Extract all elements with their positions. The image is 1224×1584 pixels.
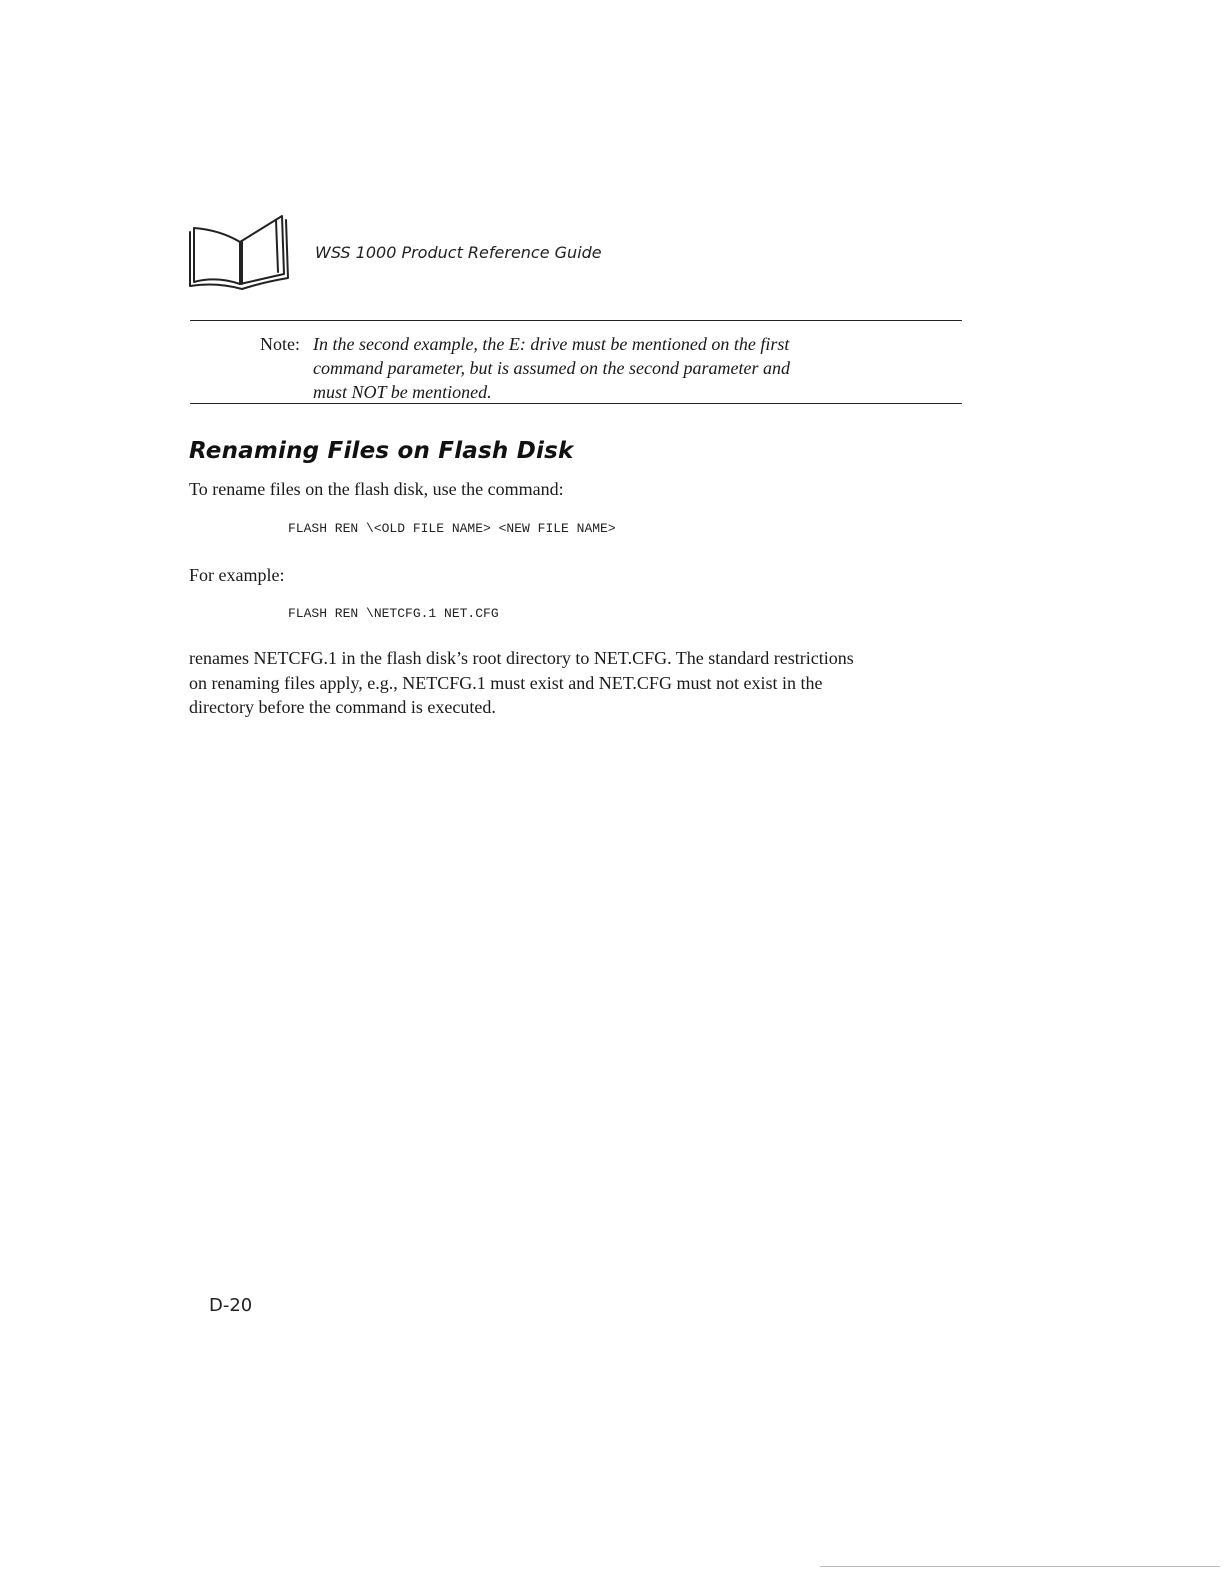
paragraph-line: renames NETCFG.1 in the flash disk’s root directory to NET.CFG. The standard restrictions [189, 648, 854, 668]
note-line: must NOT be mentioned. [313, 382, 492, 402]
page-number: D-20 [209, 1295, 253, 1316]
command-syntax: FLASH REN \<OLD FILE NAME> <NEW FILE NAME> [288, 521, 616, 536]
note-line: In the second example, the E: drive must be mentioned on the first [313, 334, 790, 354]
paragraph-line: on renaming files apply, e.g., NETCFG.1 must exist and NET.CFG must not exist in the [189, 672, 823, 693]
intro-text: To rename files on the flash disk, use the command: [189, 479, 564, 499]
note-label: Note: [260, 334, 300, 354]
explanation-paragraph [189, 646, 969, 720]
note-text [313, 332, 913, 404]
scan-edge-line [820, 1566, 1220, 1567]
note-bottom-rule [190, 403, 962, 404]
section-heading: Renaming Files on Flash Disk [189, 438, 574, 464]
paragraph-line: directory before the command is executed. [189, 697, 496, 717]
running-header-title: WSS 1000 Product Reference Guide [315, 243, 602, 262]
example-command: FLASH REN \NETCFG.1 NET.CFG [288, 606, 499, 621]
example-label: For example: [189, 565, 285, 585]
note-top-rule [190, 320, 962, 321]
book-icon [186, 212, 292, 290]
note-line: command parameter, but is assumed on the second parameter and [313, 358, 790, 378]
